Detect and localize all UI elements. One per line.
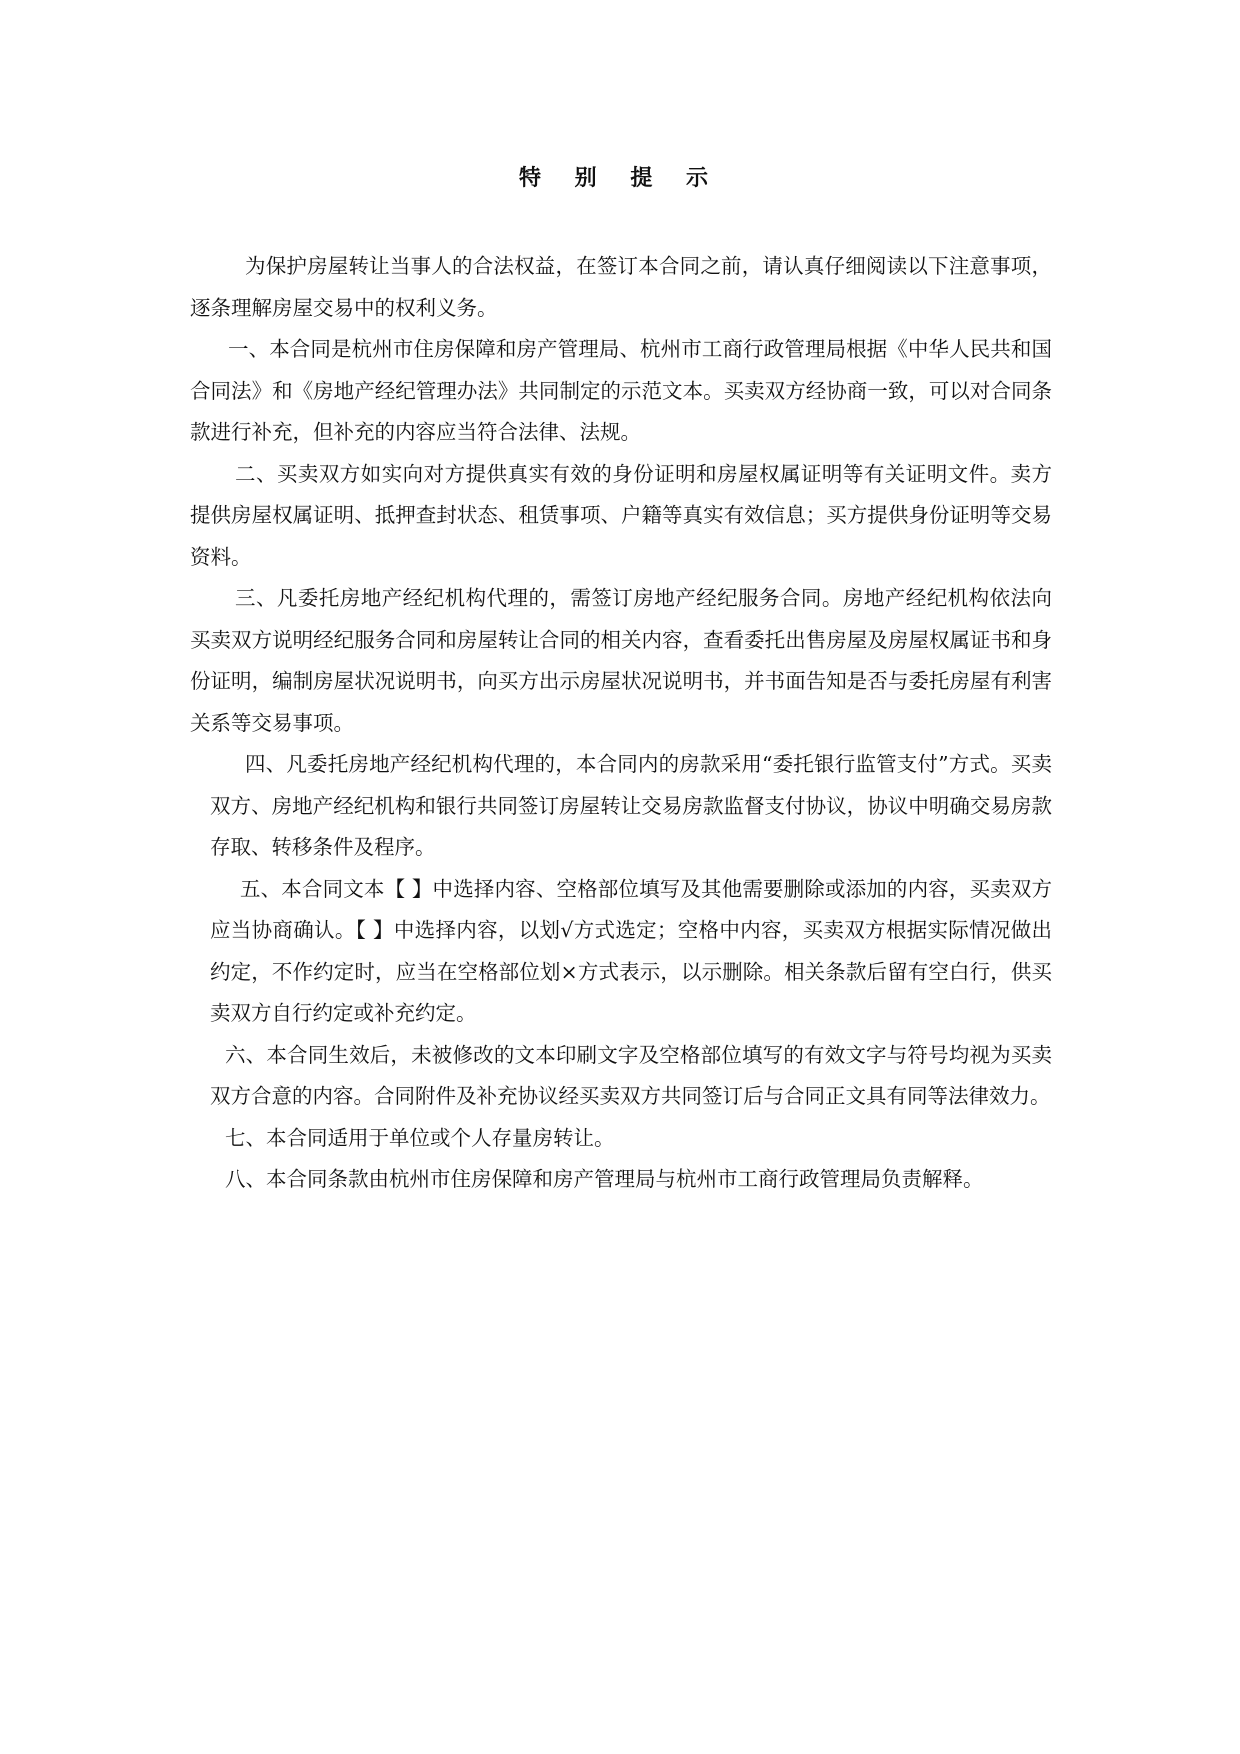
clause-5-paragraph: 五、本合同文本【 】中选择内容、空格部位填写及其他需要删除或添加的内容，买卖双方应当协商确认。【 】中选择内容，以划√方式选定；空格中内容，买卖双方根据实际情况做出约定，不作约定时，应当在空格部位划×方式表示，以示删除。相关条款后留有空白行，供买卖双方自行约定或补充约定。 <box>210 876 1052 1025</box>
intro-paragraph: 为保护房屋转让当事人的合法权益，在签订本合同之前，请认真仔细阅读以下注意事项，逐条理解房屋交易中的权利义务。 <box>190 254 1052 320</box>
clause-1-paragraph: 一、本合同是杭州市住房保障和房产管理局、杭州市工商行政管理局根据《中华人民共和国合同法》和《房地产经纪管理办法》共同制定的示范文本。买卖双方经协商一致，可以对合同条款进行补充，但补充的内容应当符合法律、法规。 <box>190 337 1052 444</box>
clause-6-paragraph: 六、本合同生效后，未被修改的文本印刷文字及空格部位填写的有效文字与符号均视为买卖双方合意的内容。合同附件及补充协议经买卖双方共同签订后与合同正文具有同等法律效力。 <box>210 1042 1052 1108</box>
clause-7-paragraph: 七、本合同适用于单位或个人存量房转让。 <box>225 1125 615 1150</box>
clause-4-paragraph: 四、凡委托房地产经纪机构代理的，本合同内的房款采用“委托银行监管支付”方式。买卖双方、房地产经纪机构和银行共同签订房屋转让交易房款监督支付协议，协议中明确交易房款存取、转移条件及程序。 <box>210 752 1052 859</box>
document-body <box>190 246 1052 1201</box>
clause-8-paragraph: 八、本合同条款由杭州市住房保障和房产管理局与杭州市工商行政管理局负责解释。 <box>225 1167 984 1191</box>
clause-3-paragraph: 三、凡委托房地产经纪机构代理的，需签订房地产经纪服务合同。房地产经纪机构依法向买卖双方说明经纪服务合同和房屋转让合同的相关内容，查看委托出售房屋及房屋权属证书和身份证明，编制房屋状况说明书，向买方出示房屋状况说明书，并书面告知是否与委托房屋有利害关系等交易事项。 <box>190 586 1052 735</box>
clause-2-paragraph: 二、买卖双方如实向对方提供真实有效的身份证明和房屋权属证明等有关证明文件。卖方提供房屋权属证明、抵押查封状态、租赁事项、户籍等真实有效信息；买方提供身份证明等交易资料。 <box>190 461 1052 569</box>
document-title: 特 别 提 示 <box>519 165 721 191</box>
